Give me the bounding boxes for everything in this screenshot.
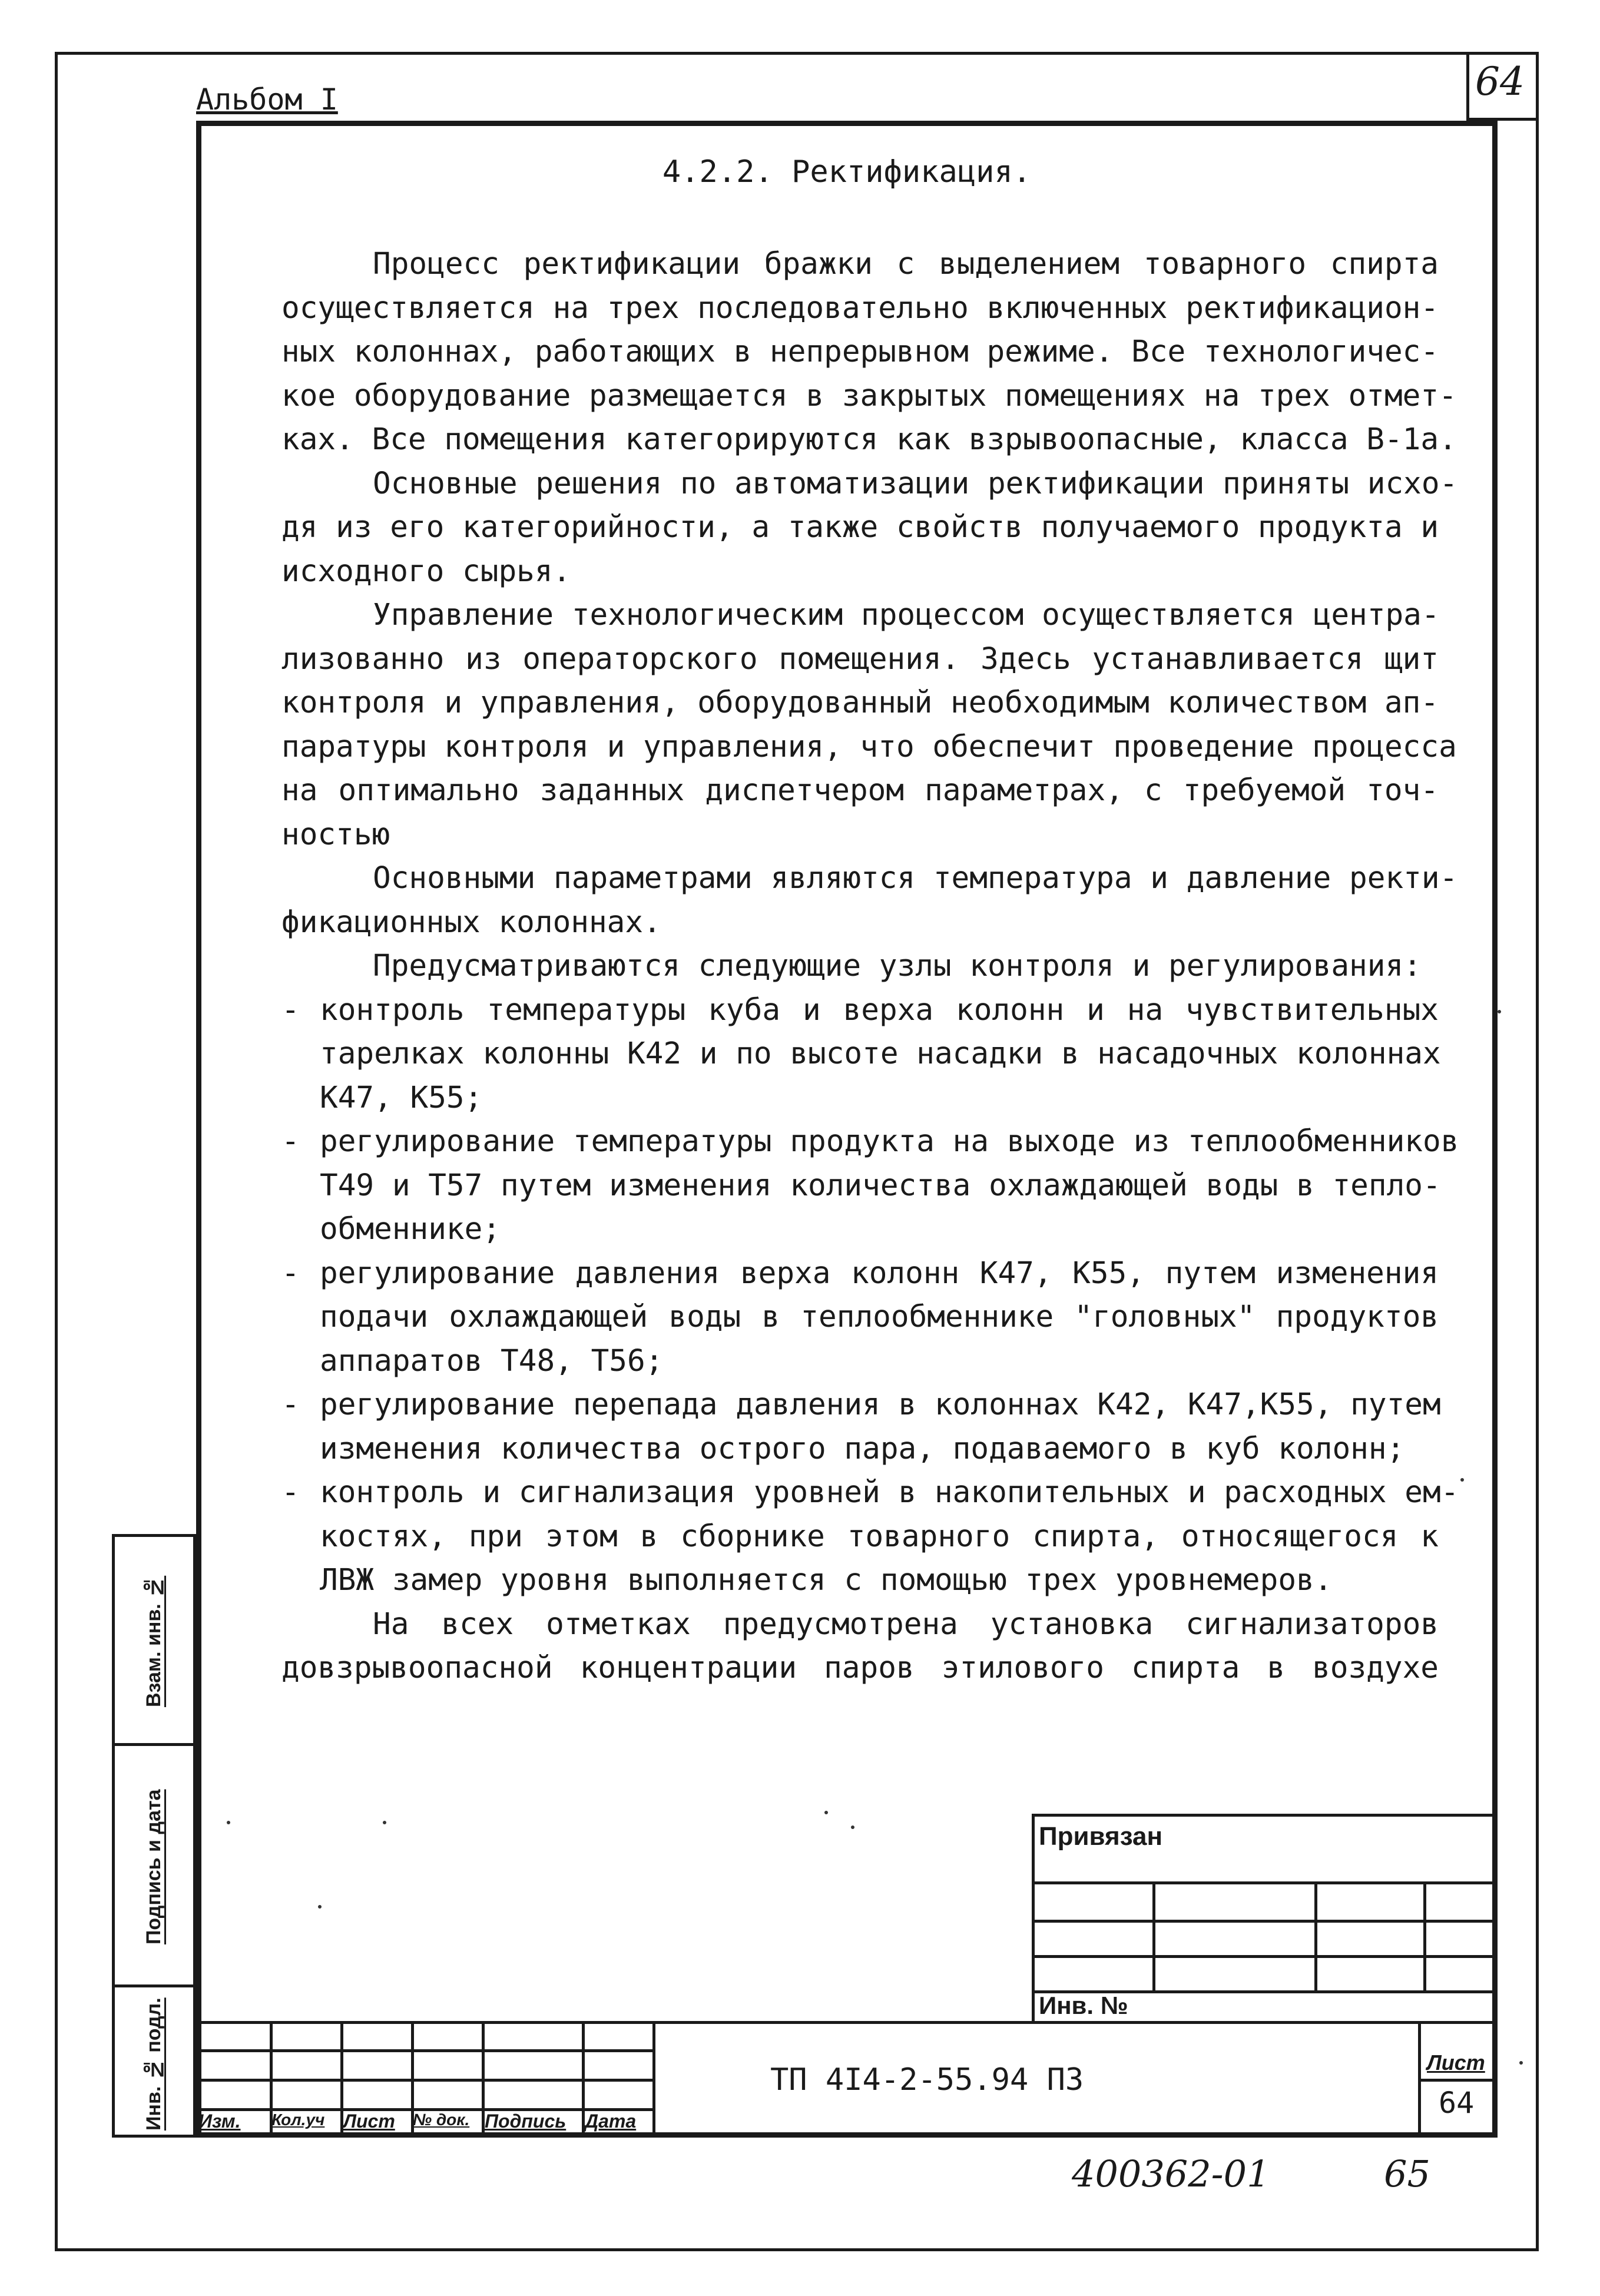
text-line: кое оборудование размещается в закрытых помещениях на трех отмет-	[281, 378, 1457, 413]
inv-no-label: Инв. №	[1039, 1992, 1128, 2019]
privyazan-label: Привязан	[1039, 1822, 1163, 1851]
paragraph-3	[281, 594, 1457, 857]
text-line: паратуры контроля и управления, что обеспечит проведение процесса	[281, 729, 1457, 764]
list-item-text: тарелках колонны К42 и по высоте насадки в насадочных колоннах	[320, 1036, 1441, 1071]
side-stamp-table	[112, 1534, 196, 2138]
document-code: ТП 4I4-2-55.94 ПЗ	[770, 2062, 1084, 2098]
sheet-number: 64	[1439, 2086, 1475, 2120]
list-item-text: К47, К55;	[320, 1080, 483, 1115]
list-item-text: регулирование давления верха колонн К47, К55, путем изменения	[320, 1255, 1439, 1291]
privyazan-block	[1032, 1814, 1498, 2023]
handwritten-page-number: 64	[1475, 59, 1525, 104]
bullet-dash: -	[281, 1255, 300, 1291]
list-item-text: изменения количества острого пара, подаваемого в куб колонн;	[320, 1431, 1405, 1466]
text-line: исходного сырья.	[281, 554, 571, 589]
bullet-dash: -	[281, 992, 300, 1028]
body-text	[281, 243, 1459, 1691]
text-line: Основными параметрами являются температура и давление ректи-	[373, 861, 1458, 896]
text-line: на оптимально заданных диспетчером параметрах, с требуемой точ-	[281, 773, 1439, 808]
scan-speck	[383, 1821, 386, 1824]
list-item-text: подачи охлаждающей воды в теплообменнике "головных" продуктов	[320, 1300, 1439, 1334]
list-item-text: обменнике;	[320, 1212, 501, 1247]
list-item-text: ЛВЖ замер уровня выполняется с помощью трех уровнемеров.	[320, 1563, 1333, 1598]
col-doc-no: № док.	[413, 2111, 470, 2129]
text-line: осуществляется на трех последовательно включенных ректификацион-	[281, 290, 1439, 326]
sheet-label: Лист	[1427, 2050, 1485, 2075]
list-item	[281, 1471, 1459, 1603]
text-line: довзрывоопасной концентрации паров этилового спирта в воздухе	[281, 1651, 1439, 1685]
list-item-text: регулирование температуры продукта на выходе из теплообменников	[320, 1124, 1459, 1159]
list-item	[281, 1120, 1459, 1252]
bullet-dash: -	[281, 1124, 300, 1159]
col-izm: Изм.	[198, 2111, 241, 2132]
scan-speck	[851, 1825, 854, 1829]
paragraph-1	[281, 243, 1457, 462]
col-kol-uch: Кол.уч	[271, 2111, 325, 2129]
paragraph-2	[281, 462, 1458, 594]
list-item	[281, 1383, 1439, 1471]
list-item-text: контроль температуры куба и верха колонн и на чувствительных	[320, 992, 1439, 1028]
paragraph-4	[281, 857, 1458, 945]
col-list: Лист	[343, 2111, 395, 2132]
scan-speck	[1519, 2061, 1523, 2065]
section-heading: 4.2.2. Ректификация.	[662, 154, 1032, 190]
bullet-dash: -	[281, 1387, 300, 1422]
text-line: Процесс ректификации бражки с выделением товарного спирта	[373, 247, 1439, 281]
text-line: Основные решения по автоматизации ректификации приняты исхо-	[373, 466, 1458, 501]
text-line: лизованно из операторского помещения. Здесь устанавливается щит	[281, 641, 1439, 677]
text-line: ках. Все помещения категорируются как взрывоопасные, класса В-1а.	[281, 422, 1457, 457]
list-item-text: регулирование перепада давления в колоннах К42, К47,К55, путем	[320, 1387, 1441, 1422]
scan-speck	[227, 1821, 230, 1824]
text-line: ных колоннах, работающих в непрерывном режиме. Все технологичес-	[281, 334, 1439, 369]
list-item	[281, 989, 1439, 1121]
album-label: Альбом I	[196, 82, 338, 117]
list-item-text: Т49 и Т57 путем изменения количества охлаждающей воды в тепло-	[320, 1168, 1441, 1203]
text-line: ностью	[281, 817, 390, 852]
list-item	[281, 1252, 1439, 1384]
list-item-text: аппаратов Т48, Т56;	[320, 1343, 664, 1379]
text-line: фикационных колоннах.	[281, 905, 661, 940]
scan-speck	[824, 1811, 828, 1814]
bullet-dash: -	[281, 1475, 300, 1510]
bullet-list	[281, 989, 1459, 1603]
text-line: На всех отметках предусмотрена установка сигнализаторов	[373, 1606, 1439, 1642]
side-label-inv: Инв. № подл.	[143, 1997, 165, 2131]
text-line: дя из его категорийности, а также свойств получаемого продукта и	[281, 510, 1439, 545]
handwritten-page: 65	[1384, 2152, 1430, 2195]
text-line: Управление технологическим процессом осуществляется центра-	[373, 598, 1440, 632]
col-signature: Подпись	[485, 2111, 567, 2132]
side-label-sign-date: Подпись и дата	[143, 1789, 165, 1944]
title-block	[196, 2021, 1498, 2138]
side-label-vzam: Взам. инв. №	[143, 1575, 165, 1708]
handwritten-code: 400362-01	[1072, 2152, 1270, 2195]
paragraph-5: Предусматриваются следующие узлы контроля и регулирования:	[373, 949, 1422, 983]
text-line: контроля и управления, оборудованный необходимым количеством ап-	[281, 685, 1439, 720]
paragraph-6	[281, 1603, 1439, 1691]
list-item-text: костях, при этом в сборнике товарного спирта, относящегося к	[320, 1519, 1439, 1554]
scan-speck	[318, 1905, 322, 1909]
col-date: Дата	[585, 2111, 637, 2132]
scan-speck	[1498, 1010, 1501, 1013]
list-item-text: контроль и сигнализация уровней в накопительных и расходных ем-	[320, 1475, 1459, 1510]
scan-speck	[1460, 1478, 1464, 1482]
